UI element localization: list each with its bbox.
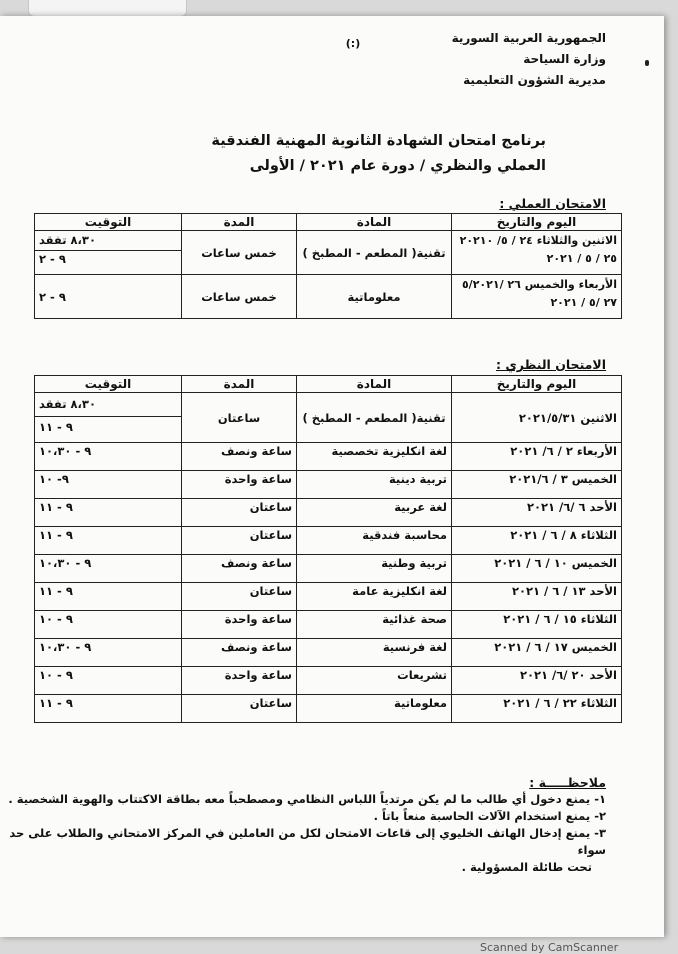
- cell-subject: لغة انكليزية عامة: [297, 583, 452, 611]
- cell-date: الثلاثاء ٨ / ٦ / ٢٠٢١: [452, 527, 622, 555]
- table-header-row: [35, 376, 622, 393]
- cell-duration: ساعتان: [182, 527, 297, 555]
- notes-section: [6, 774, 606, 876]
- table-row: [35, 443, 622, 471]
- header-line-2: وزارة السياحة: [523, 52, 606, 66]
- cell-subject: تقنية( المطعم - المطبخ ): [297, 231, 452, 275]
- state-emblem: (:): [345, 37, 361, 50]
- cell-date: [452, 231, 622, 275]
- cell-date: الثلاثاء ١٥ / ٦ / ٢٠٢١: [452, 611, 622, 639]
- date-line: ٢٥ / ٥ / ٢٠٢١: [546, 252, 617, 265]
- cell-date: الأربعاء ٢ / ٦/ ٢٠٢١: [452, 443, 622, 471]
- cell-time: [35, 231, 182, 275]
- cell-duration: ساعتان: [182, 695, 297, 723]
- cell-time: ٩ - ١١: [35, 499, 182, 527]
- header-line-3: مديرية الشؤون التعليمية: [463, 73, 606, 87]
- cell-time: ٩ - ٢: [35, 275, 182, 319]
- cell-date: [452, 275, 622, 319]
- note-item: ١- يمنع دخول أي طالب ما لم يكن مرتدياً اللباس النظامي ومصطحباً معه بطاقة الاكتتاب والهوية الشخصية .: [8, 792, 606, 806]
- title-line-2: العملي والنظري / دورة عام ٢٠٢١ / الأولى: [249, 158, 546, 174]
- cell-date: الأحد ٦ /٦/ ٢٠٢١: [452, 499, 622, 527]
- table-row: [35, 471, 622, 499]
- cell-time: ٩ - ١١: [35, 583, 182, 611]
- table-row: [35, 231, 622, 275]
- column-header-subject: المادة: [297, 214, 452, 231]
- theory-exam-table: [34, 375, 622, 723]
- title-line-1: برنامج امتحان الشهادة الثانوية المهنية الفندقية: [211, 133, 546, 149]
- header-line-1: الجمهورية العربية السورية: [451, 31, 606, 45]
- column-header-date: اليوم والتاريخ: [452, 376, 622, 393]
- cell-duration: ساعتان: [182, 583, 297, 611]
- cell-duration: ساعة واحدة: [182, 471, 297, 499]
- column-header-duration: المدة: [182, 376, 297, 393]
- cell-subject: تشريعات: [297, 667, 452, 695]
- time-line: ٨،٣٠ تفقد: [39, 233, 96, 247]
- cell-time: ٩ - ١٠،٣٠: [35, 443, 182, 471]
- cell-subject: محاسبة فندقية: [297, 527, 452, 555]
- column-header-time: التوقيت: [35, 214, 182, 231]
- cell-duration: ساعتان: [182, 393, 297, 443]
- cell-duration: ساعة ونصف: [182, 639, 297, 667]
- scanned-document-page: [0, 16, 664, 954]
- date-line: الاثنين والثلاثاء ٢٤ / ٥/ ٢٠٢١٠: [459, 234, 617, 247]
- cell-date: الخميس ٣ / ٢٠٢١/٦: [452, 471, 622, 499]
- table-row: [35, 555, 622, 583]
- cell-duration: خمس ساعات: [182, 275, 297, 319]
- cell-time: ٩ - ١٠: [35, 611, 182, 639]
- table-row: [35, 393, 622, 443]
- cell-duration: خمس ساعات: [182, 231, 297, 275]
- cell-subject: لغة عربية: [297, 499, 452, 527]
- date-line: الأربعاء والخميس ٢٦ /٥/٢٠٢١: [461, 278, 617, 291]
- table-row: [35, 499, 622, 527]
- scanner-watermark: Scanned by CamScanner: [480, 941, 619, 954]
- table-row: [35, 667, 622, 695]
- time-line: ٨،٣٠ تفقد: [39, 397, 96, 411]
- theory-exam-label: الامتحان النظري :: [496, 357, 606, 372]
- cell-date: الثلاثاء ٢٢ / ٦ / ٢٠٢١: [452, 695, 622, 723]
- date-line: ٢٧ /٥ / ٢٠٢١: [550, 296, 617, 309]
- cell-subject: تربية وطنية: [297, 555, 452, 583]
- column-header-subject: المادة: [297, 376, 452, 393]
- cell-time: ٩ - ١٠،٣٠: [35, 639, 182, 667]
- time-line: ٩ - ٢: [35, 250, 181, 267]
- ink-mark: [645, 60, 649, 66]
- cell-date: الخميس ١٧ / ٦ / ٢٠٢١: [452, 639, 622, 667]
- cell-time: [35, 393, 182, 443]
- cell-date: الأحد ٢٠ /٦/ ٢٠٢١: [452, 667, 622, 695]
- top-toolbar-strip: [28, 0, 187, 17]
- cell-subject: لغة انكليزية تخصصية: [297, 443, 452, 471]
- practical-exam-table: [34, 213, 622, 319]
- notes-heading: ملاحظـــــة :: [529, 775, 606, 790]
- practical-exam-label: الامتحان العملي :: [499, 196, 606, 211]
- cell-time: ٩- ١٠: [35, 471, 182, 499]
- cell-subject: صحة غذائية: [297, 611, 452, 639]
- cell-date: الأحد ١٣ / ٦ / ٢٠٢١: [452, 583, 622, 611]
- cell-time: ٩ - ١١: [35, 527, 182, 555]
- cell-date: الخميس ١٠ / ٦ / ٢٠٢١: [452, 555, 622, 583]
- time-line: ٩ - ١١: [35, 416, 181, 437]
- table-row: [35, 639, 622, 667]
- table-row: [35, 583, 622, 611]
- cell-duration: ساعتان: [182, 499, 297, 527]
- cell-subject: معلوماتية: [297, 695, 452, 723]
- note-item: ٣- يمنع إدخال الهاتف الخليوي إلى قاعات الامتحان لكل من العاملين في المركز الامتحاني والطلاب على حد سواء: [9, 826, 606, 857]
- column-header-duration: المدة: [182, 214, 297, 231]
- note-item: تحت طائلة المسؤولية .: [461, 860, 592, 874]
- table-row: [35, 275, 622, 319]
- column-header-time: التوقيت: [35, 376, 182, 393]
- cell-time: ٩ - ١٠،٣٠: [35, 555, 182, 583]
- table-row: [35, 611, 622, 639]
- table-row: [35, 527, 622, 555]
- cell-duration: ساعة واحدة: [182, 611, 297, 639]
- cell-duration: ساعة ونصف: [182, 443, 297, 471]
- table-header-row: [35, 214, 622, 231]
- document-title: [146, 129, 546, 179]
- cell-subject: تربية دينية: [297, 471, 452, 499]
- cell-time: ٩ - ١٠: [35, 667, 182, 695]
- cell-duration: ساعة واحدة: [182, 667, 297, 695]
- cell-time: ٩ - ١١: [35, 695, 182, 723]
- cell-date: الاثنين ٢٠٢١/٥/٣١: [452, 393, 622, 443]
- issuer-header: [436, 28, 606, 91]
- cell-subject: معلوماتية: [297, 275, 452, 319]
- cell-subject: تقنية( المطعم - المطبخ ): [297, 393, 452, 443]
- cell-subject: لغة فرنسية: [297, 639, 452, 667]
- note-item: ٢- يمنع استخدام الآلات الحاسبة منعاً باتاً .: [373, 809, 606, 823]
- cell-duration: ساعة ونصف: [182, 555, 297, 583]
- column-header-date: اليوم والتاريخ: [452, 214, 622, 231]
- table-row: [35, 695, 622, 723]
